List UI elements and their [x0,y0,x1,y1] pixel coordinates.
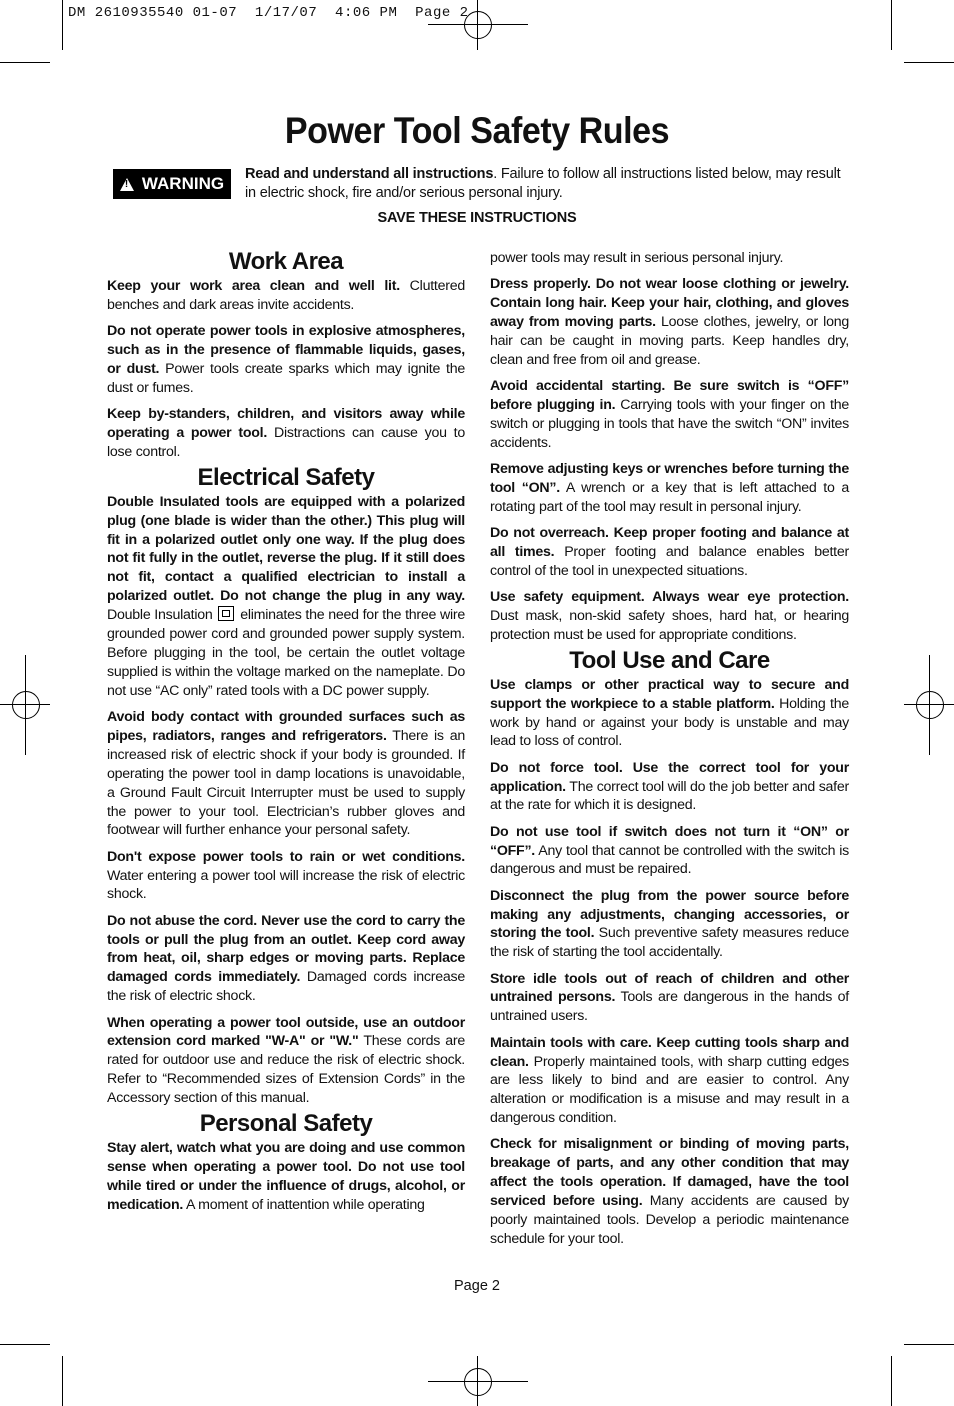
paragraph: Do not abuse the cord. Never use the cord to carry the tools or pull the plug from an outlet. Keep cord away from heat, oil, sharp edges or moving parts. Replace damaged cords immediately. Damaged cords increase the risk of electric shock. [107,912,465,1005]
paragraph: Avoid body contact with grounded surfaces such as pipes, radiators, ranges and refrigerators. There is an increased risk of electric shock if your body is grounded. If operating the power tool in damp locations is unavoidable, a Ground Fault Circuit Interrupter must be used to supply the power to your tool. Electrician’s rubber gloves and footwear will further enhance your personal safety. [107,709,465,839]
paragraph: Remove adjusting keys or wrenches before turning the tool “ON”. A wrench or a key that is left attached to a rotating part of the tool may result in personal injury. [490,460,849,515]
warning-lead: Read and understand all instructions [245,166,494,182]
right-column [490,249,849,1256]
page-number: Page 2 [454,1278,500,1294]
left-column [107,249,465,1222]
paragraph: power tools may result in serious personal injury. [490,250,784,266]
heading-work-area: Work Area [228,248,344,275]
paragraph: Do not force tool. Use the correct tool for your application. The correct tool will do the job better and safer at the rate for which it is designed. [490,759,849,814]
paragraph: Keep by-standers, children, and visitors away while operating a power tool. Distractions can cause you to lose control. [107,406,465,460]
warning-rest: . Failure to follow all instructions listed below, may result in electric shock, fire and/or serious personal injury. [245,166,841,201]
print-slug: DM 2610935540 01-07 1/17/07 4:06 PM Page 2 [68,5,469,21]
page-title: Power Tool Safety Rules [284,110,670,151]
paragraph: Do not overreach. Keep proper footing and balance at all times. Proper footing and balance enables better control of the tool in unexpected situations. [490,524,849,579]
double-insulation-icon [218,606,234,621]
paragraph: Do not operate power tools in explosive atmospheres, such as in the presence of flammable liquids, gases, or dust. Power tools create sparks which may ignite the dust or fumes. [107,323,465,396]
paragraph: Double Insulated tools are equipped with a polarized plug (one blade is wider than the other.) This plug will fit in a polarized outlet only one way. If the plug does not fit fully in the outlet, reverse the plug. If it still does not fit, contact a qualified electrician to install a polarized outlet. Do not change the plug in any way. Double Insulation eliminates the need for the three wire grounded power cord and grounded power supply system. Before plugging in the tool, be certain the outlet voltage supplied is within the voltage marked on the nameplate. Do not use “AC only” rated tools with a DC power supply. [107,493,465,699]
paragraph: Do not use tool if switch does not turn it “ON” or “OFF”. Any tool that cannot be controlled with the switch is dangerous and must be repaired. [490,823,849,878]
paragraph: When operating a power tool outside, use an outdoor extension cord marked "W-A" or "W." These cords are rated for outdoor use and reduce the risk of electric shock. Refer to “Recommended sizes of Extension Cords” in the Accessory section of this manual. [107,1014,465,1107]
warning-badge-label: WARNING [141,174,225,193]
paragraph: Use clamps or other practical way to secure and support the workpiece to a stable platform. Holding the work by hand or against your body is unstable and may lead to loss of control. [490,676,849,750]
warning-text [245,165,845,203]
heading-tool-use-and-care: Tool Use and Care [569,646,770,674]
paragraph: Stay alert, watch what you are doing and use common sense when operating a power tool. Do not use tool while tired or under the influence of drugs, alcohol, or medication. A moment of inattention while operating [107,1140,465,1213]
paragraph: Store idle tools out of reach of children and other untrained persons. Tools are dangerous in the hands of untrained users. [490,970,849,1025]
heading-electrical-safety: Electrical Safety [197,463,375,491]
heading-personal-safety: Personal Safety [199,1110,373,1138]
paragraph: Check for misalignment or binding of moving parts, breakage of parts, and any other condition that may affect the tools operation. If damaged, have the tool serviced before using. Many accidents are caused by poorly maintained tools. Develop a periodic maintenance schedule for your tool. [490,1136,849,1247]
save-instructions: SAVE THESE INSTRUCTIONS [377,210,577,226]
paragraph: Maintain tools with care. Keep cutting tools sharp and clean. Properly maintained tools, with sharp cutting edges are less likely to bind and are easier to control. Any alteration or modification is a misuse and may result in a dangerous condition. [490,1034,849,1127]
paragraph: Disconnect the plug from the power source before making any adjustments, changing accessories, or storing the tool. Such preventive safety measures reduce the risk of starting the tool accidentally. [490,887,850,961]
paragraph: Keep your work area clean and well lit. Cluttered benches and dark areas invite accidents. [107,278,465,313]
paragraph: Dress properly. Do not wear loose clothing or jewelry. Contain long hair. Keep your hair, clothing, and gloves away from moving parts. Loose clothes, jewelry, or long hair can be caught in moving parts. Keep handles dry, clean and free from oil and grease. [490,276,849,368]
paragraph: Don't expose power tools to rain or wet conditions. Water entering a power tool will increase the risk of electric shock. [107,848,465,903]
warning-triangle-icon [120,178,134,191]
warning-badge [113,169,231,199]
paragraph: Use safety equipment. Always wear eye protection. Dust mask, non-skid safety shoes, hard hat, or hearing protection must be used for appropriate conditions. [490,588,849,643]
paragraph: Avoid accidental starting. Be sure switch is “OFF” before plugging in. Carrying tools with your finger on the switch or plugging in tools that have the switch “ON” invites accidents. [490,378,849,451]
